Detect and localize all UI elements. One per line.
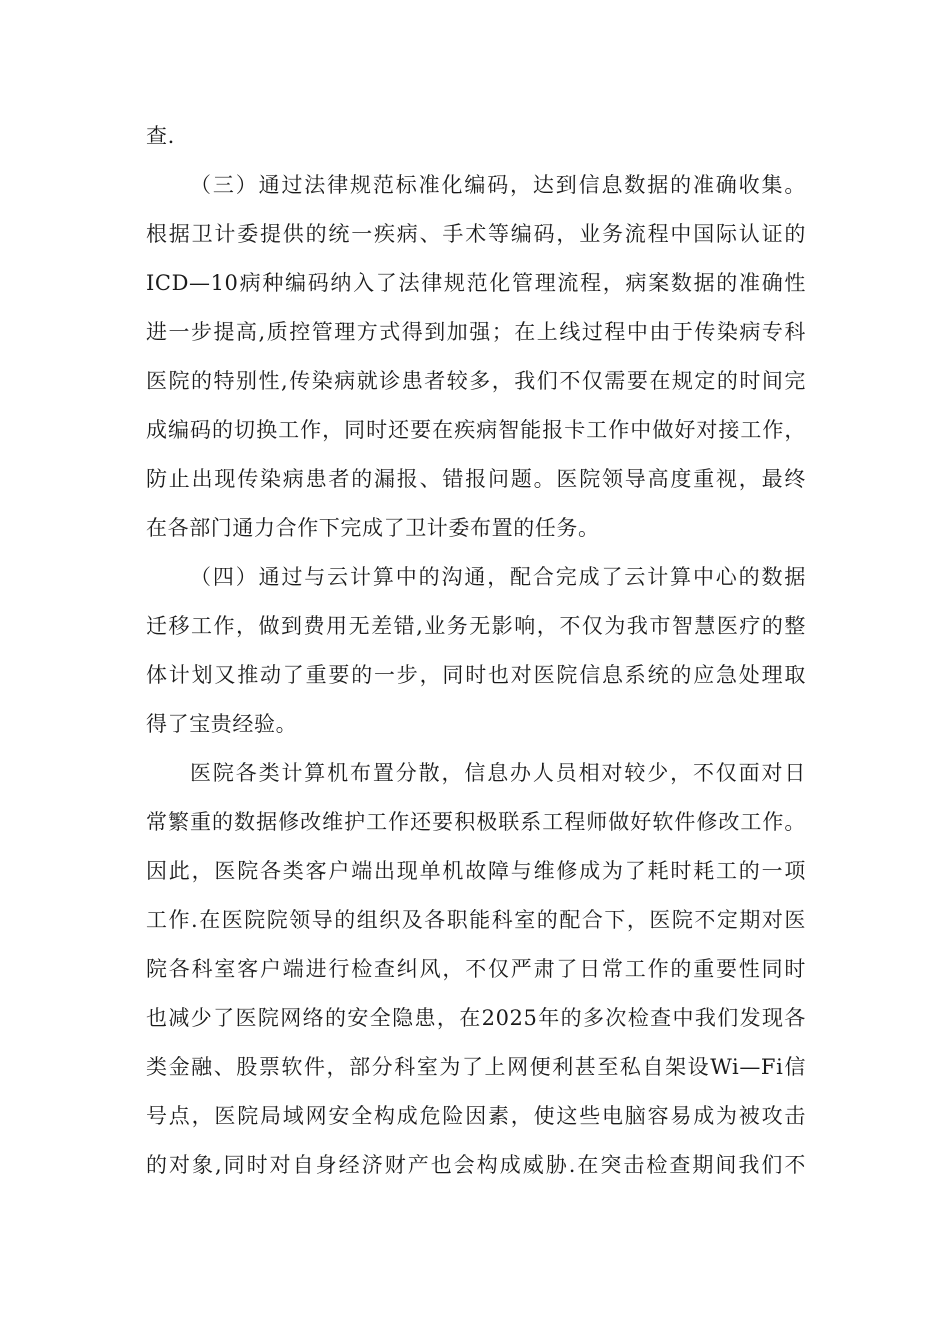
text-line: 因此，医院各类客户端出现单机故障与维修成为了耗时耗工的一项 (146, 859, 806, 883)
text-line: 迁移工作，做到费用无差错,业务无影响，不仅为我市智慧医疗的整 (146, 614, 806, 638)
text-line: 院各科室客户端进行检查纠风，不仅严肃了日常工作的重要性同时 (146, 957, 806, 981)
text-line: 类金融、股票软件，部分科室为了上网便利甚至私自架设Wi—Fi信 (146, 1055, 806, 1079)
text-line: 常繁重的数据修改维护工作还要积极联系工程师做好软件修改工作。 (146, 810, 806, 834)
text-line: （四）通过与云计算中的沟通，配合完成了云计算中心的数据 (190, 565, 806, 589)
text-line: 防止出现传染病患者的漏报、错报问题。医院领导高度重视，最终 (146, 467, 806, 491)
text-line: 号点，医院局域网安全构成危险因素，使这些电脑容易成为被攻击 (146, 1104, 806, 1128)
text-line: 得了宝贵经验。 (146, 712, 298, 736)
text-line: 成编码的切换工作，同时还要在疾病智能报卡工作中做好对接工作， (146, 418, 806, 442)
text-line: 进一步提高,质控管理方式得到加强；在上线过程中由于传染病专科 (146, 320, 806, 344)
text-line: 体计划又推动了重要的一步，同时也对医院信息系统的应急处理取 (146, 663, 806, 687)
text-line: 在各部门通力合作下完成了卫计委布置的任务。 (146, 516, 600, 540)
text-line: 的对象,同时对自身经济财产也会构成威胁.在突击检查期间我们不 (146, 1153, 806, 1177)
text-line: 查. (146, 124, 175, 148)
body-text (146, 112, 806, 1190)
text-line: 根据卫计委提供的统一疾病、手术等编码，业务流程中国际认证的 (146, 222, 806, 246)
text-line: 医院的特别性,传染病就诊患者较多，我们不仅需要在规定的时间完 (146, 369, 806, 393)
text-line: 工作.在医院院领导的组织及各职能科室的配合下，医院不定期对医 (146, 908, 806, 932)
text-line: （三）通过法律规范标准化编码，达到信息数据的准确收集。 (190, 173, 806, 197)
text-line: ICD—10病种编码纳入了法律规范化管理流程，病案数据的准确性 (146, 271, 806, 295)
text-line: 医院各类计算机布置分散，信息办人员相对较少，不仅面对日 (190, 761, 806, 785)
text-line: 也减少了医院网络的安全隐患，在2025年的多次检查中我们发现各 (146, 1006, 806, 1030)
